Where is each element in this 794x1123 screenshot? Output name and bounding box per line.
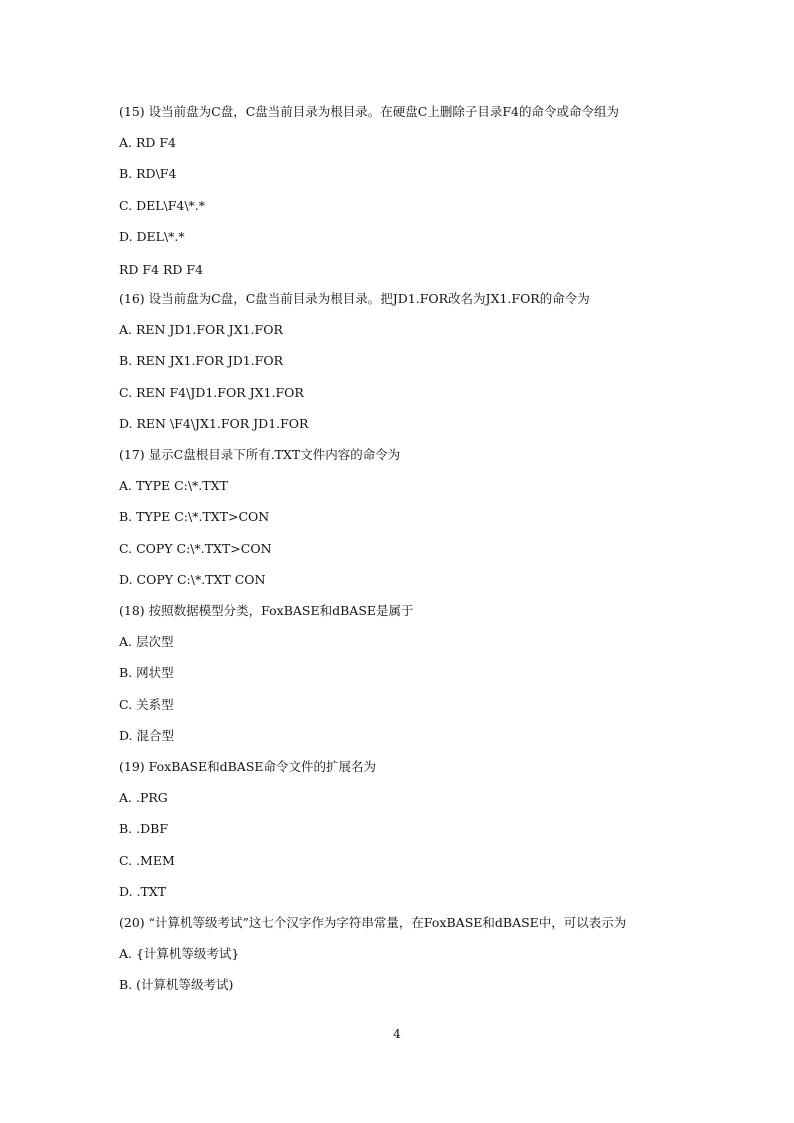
q19-option-d: D. .TXT [119, 884, 167, 899]
q19-option-a: A. .PRG [119, 790, 168, 805]
q18-option-a: A. 层次型 [119, 634, 174, 649]
q16-option-a: A. REN JD1.FOR JX1.FOR [119, 322, 283, 337]
q18-option-c: C. 关系型 [119, 697, 174, 712]
q18-option-b: B. 网状型 [119, 665, 174, 680]
question-15-stem: (15) 设当前盘为C盘，C盘当前目录为根目录。在硬盘C上删除子目录F4的命令或命令组为 [119, 104, 619, 119]
q15-option-a: A. RD F4 [119, 135, 177, 150]
q16-option-d: D. REN \F4\JX1.FOR JD1.FOR [119, 416, 309, 431]
q15-option-c: C. DEL\F4\*.* [119, 198, 206, 213]
q15-option-b: B. RD\F4 [119, 166, 177, 181]
q17-option-c: C. COPY C:\*.TXT>CON [119, 541, 272, 556]
q20-option-b: B. (计算机等级考试) [119, 977, 234, 992]
q20-option-a: A. {计算机等级考试} [119, 946, 240, 961]
q15-extra-line: RD F4 RD F4 [119, 262, 204, 277]
q19-option-c: C. .MEM [119, 853, 175, 868]
q17-option-d: D. COPY C:\*.TXT CON [119, 572, 266, 587]
q19-option-b: B. .DBF [119, 821, 168, 836]
question-18-stem: (18) 按照数据模型分类，FoxBASE和dBASE是属于 [119, 603, 414, 618]
q16-option-b: B. REN JX1.FOR JD1.FOR [119, 353, 284, 368]
question-16-stem: (16) 设当前盘为C盘，C盘当前目录为根目录。把JD1.FOR改名为JX1.FOR的命令为 [119, 291, 590, 306]
q17-option-b: B. TYPE C:\*.TXT>CON [119, 509, 270, 524]
question-19-stem: (19) FoxBASE和dBASE命令文件的扩展名为 [119, 759, 377, 774]
q15-option-d: D. DEL\*.* [119, 229, 185, 244]
q17-option-a: A. TYPE C:\*.TXT [119, 478, 228, 493]
q18-option-d: D. 混合型 [119, 728, 175, 743]
page-number: 4 [393, 1027, 401, 1041]
question-17-stem: (17) 显示C盘根目录下所有.TXT文件内容的命令为 [119, 447, 401, 462]
question-20-stem: (20) “计算机等级考试”这七个汉字作为字符串常量，在FoxBASE和dBASE中，可以表示为 [119, 915, 627, 930]
q16-option-c: C. REN F4\JD1.FOR JX1.FOR [119, 385, 304, 400]
